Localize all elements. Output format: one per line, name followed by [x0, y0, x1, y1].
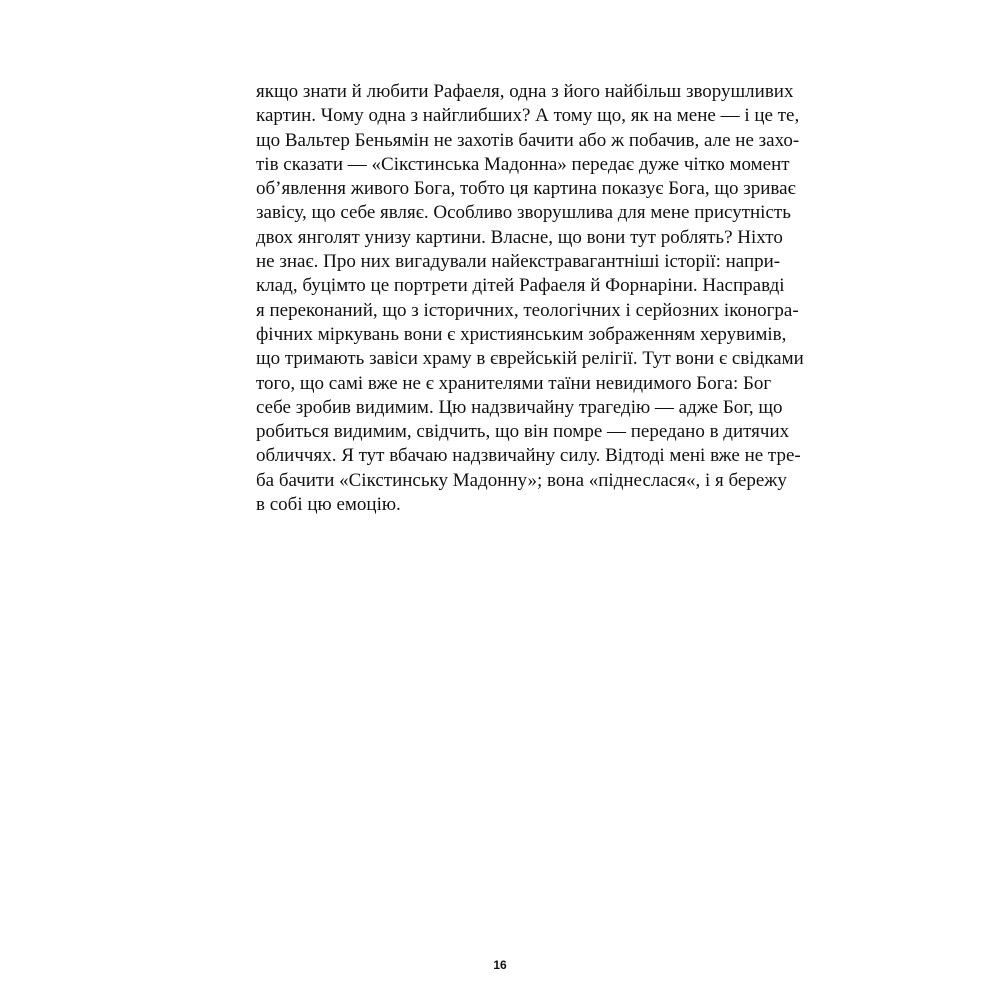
text-line: якщо знати й любити Рафаеля, одна з його найбільш зворушливих: [256, 81, 794, 102]
text-line: фічних міркувань вони є християнським зображенням херувимів,: [256, 323, 787, 345]
text-line: двох янголят унизу картини. Власне, що вони тут роблять? Ніхто: [256, 226, 783, 248]
body-text: [256, 80, 804, 517]
text-line: що Вальтер Беньямін не захотів бачити або ж побачив, але не захо-: [256, 129, 800, 151]
text-line: тів сказати — «Сікстинська Мадонна» передає дуже чітко момент: [256, 153, 790, 175]
text-line: що тримають завіси храму в єврейській релігії. Тут вони є свідками: [256, 348, 804, 370]
text-line: картин. Чому одна з найглибших? А тому що, як на мене — і це те,: [256, 105, 800, 127]
text-line: того, що самі вже не є хранителями таїни невидимого Бога: Бог: [256, 372, 772, 394]
text-line: завісу, що себе являє. Особливо зворушлива для мене присутність: [256, 202, 791, 224]
page-number: 16: [493, 958, 507, 972]
text-line: об’явлення живого Бога, тобто ця картина показує Бога, що зриває: [256, 178, 796, 200]
text-line: я переконаний, що з історичних, теологічних і серйозних іконогра-: [256, 299, 799, 321]
text-line: не знає. Про них вигадували найекстравагантніші історії: напри-: [256, 251, 781, 273]
text-line: робиться видимим, свідчить, що він помре — передано в дитячих: [256, 421, 790, 443]
text-line-last: в собі цю емоцію.: [256, 494, 401, 516]
text-line: ба бачити «Сікстинську Мадонну»; вона «піднеслася«, і я бережу: [256, 469, 787, 491]
text-line: себе зробив видимим. Цю надзвичайну трагедію — адже Бог, що: [256, 396, 783, 418]
text-line: клад, буцімто це портрети дітей Рафаеля й Форнаріни. Насправді: [256, 275, 785, 297]
text-line: обличчях. Я тут вбачаю надзвичайну силу. Відтоді мені вже не тре-: [256, 445, 801, 467]
